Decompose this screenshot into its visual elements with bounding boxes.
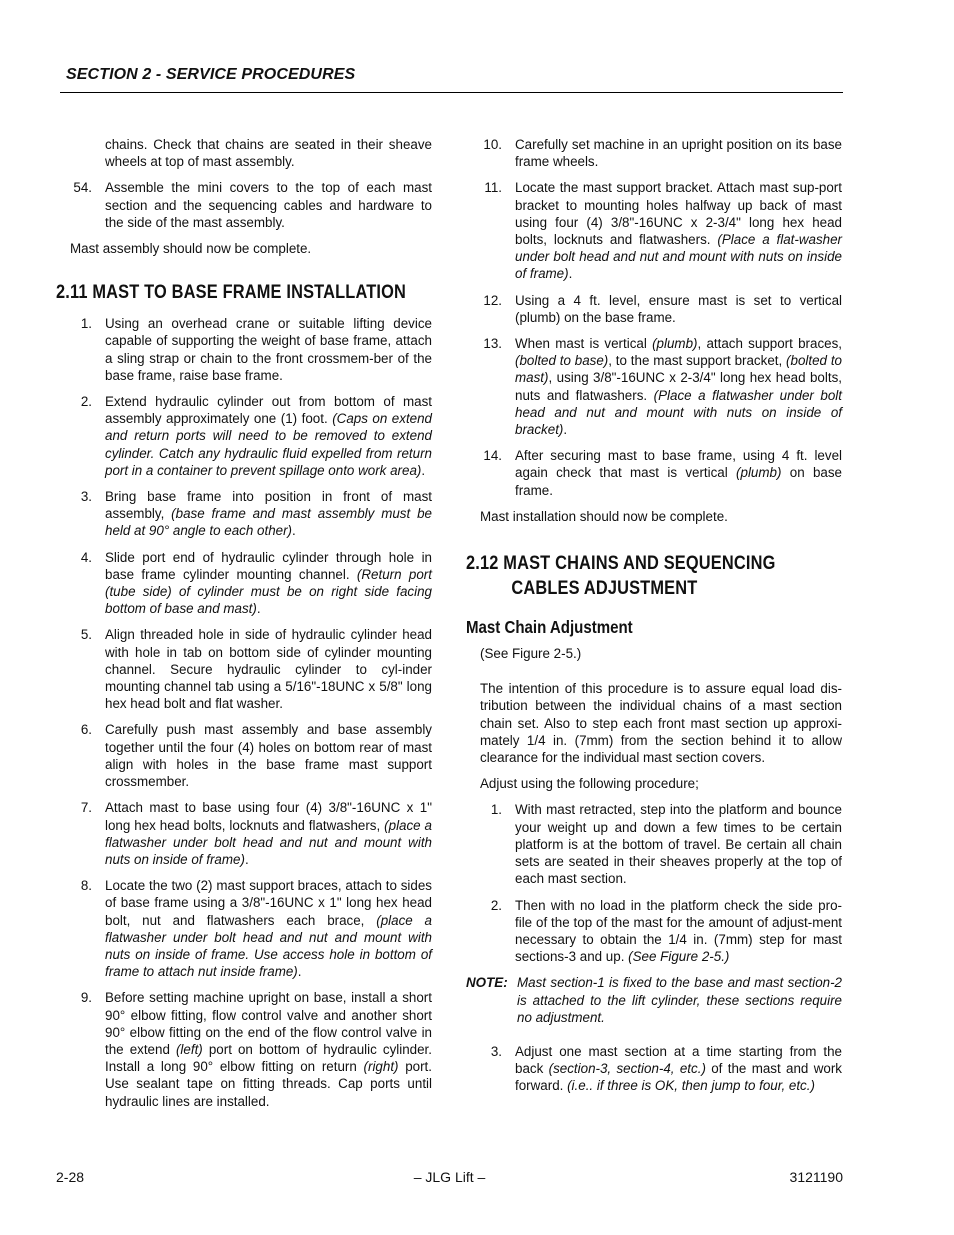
- step-2: 2. Extend hydraulic cylinder out from bottom of mast assembly approximately one (1) foot. (Caps on extend and return ports will need to be removed to extend cylinder. Catch any hydraulic fluid expelled from return port in a container to prevent spillage onto work area).: [80, 394, 433, 478]
- continued-text: chains. Check that chains are seated in their sheave wheels at top of mast assembly.: [105, 137, 432, 170]
- step-9: 9. Before setting machine upright on base, install a short 90° elbow fitting, flow control valve and another short 90° elbow fitting on the end of the flow control valve in the extend (left) port on bottom of hydraulic cylinder. Install a long 90° elbow fitting on return (right) port. Use sealant tape on fitting threads. Cap ports until hydraulic lines are installed.: [80, 990, 433, 1109]
- step-13: 13. When mast is vertical (plumb), attach support braces, (bolted to base), to the mast support bracket, (bolted to mast), using 3/8"-16UNC x 2-3/4" long hex head bolts, nuts and flatwashers. (Place a flatwasher under bolt head and nut and mount with nuts on inside of bracket).: [483, 336, 843, 438]
- adjust-step-1: 1. With mast retracted, step into the platform and bounce your weight up and down a few times to be certain platform is at the bottom of travel. Be certain all chain sets are seated in their sheaves properly at the top of each mast section.: [490, 802, 842, 887]
- adjust-step-3: 3. Adjust one mast section at a time starting from the back (section-3, section-4, etc.) of the mast and work forward. (i.e.. if three is OK, then jump to four, etc.): [490, 1043, 842, 1094]
- step-4: 4. Slide port end of hydraulic cylinder through hole in base frame cylinder mounting channel. (Return port (tube side) of cylinder must be on right side facing bottom of base and mast).: [80, 549, 432, 617]
- installation-complete-note: Mast installation should now be complete.: [480, 508, 728, 524]
- step-10: 10. Carefully set machine in an upright position on its base frame wheels.: [483, 137, 842, 170]
- step-3: 3. Bring base frame into position in front of mast assembly, (base frame and mast assembly must be held at 90° angle to each other).: [80, 489, 432, 539]
- step-1: 1. Using an overhead crane or suitable lifting device capable of supporting the weight of base frame, attach a sling strap or chain to the front crossmem-ber of the base frame, raise base frame.: [80, 316, 432, 383]
- step-6: 6. Carefully push mast assembly and base assembly together until the four (4) holes on bottom rear of mast align with holes in the base frame mast support crossmember.: [80, 722, 432, 790]
- adjust-intro: Adjust using the following procedure;: [480, 776, 699, 792]
- note-label: NOTE:: [466, 975, 508, 991]
- right-column: [466, 136, 842, 1104]
- left-column: [56, 136, 432, 1119]
- document-number: 3121190: [789, 1169, 843, 1185]
- section-title-2-11: 2.11 MAST TO BASE FRAME INSTALLATION: [56, 281, 407, 304]
- step-12: 12. Using a 4 ft. level, ensure mast is set to vertical (plumb) on the base frame.: [483, 292, 842, 325]
- section-heading: SECTION 2 - SERVICE PROCEDURES: [66, 66, 356, 83]
- assembly-complete-note: Mast assembly should now be complete.: [70, 241, 312, 257]
- step-11: 11. Locate the mast support bracket. Attach mast sup-port bracket to mounting holes halfway up back of mast using four (4) 3/8"-16UNC x 2-3/4" long hex head bolts, locknuts and flatwashers. (Place a flat-washer under bolt head and nut and mount with nuts on inside of frame).: [484, 180, 842, 282]
- adjust-step-2: 2. Then with no load in the platform check the side pro-file of the top of the mast for the amount of adjust-ment necessary to obtain the 1/4 in. (7mm) step for mast sections-3 and up. (See Figure 2-5.): [490, 897, 842, 965]
- step-14: 14. After securing mast to base frame, using 4 ft. level again check that mast is vertical (plumb) on base frame.: [483, 448, 842, 498]
- step-7: 7. Attach mast to base using four (4) 3/8"-16UNC x 1" long hex head bolts, locknuts and flatwashers, (place a flatwasher under bolt head and nut and mount with nuts on inside of frame).: [80, 800, 433, 867]
- figure-reference: (See Figure 2-5.): [480, 646, 582, 662]
- page-header: [60, 64, 843, 93]
- note-block: NOTE: Mast section-1 is fixed to the base and mast section-2 is attached to the lift cylinder, these sections require no adjustment.: [466, 975, 842, 1025]
- intention-paragraph: The intention of this procedure is to assure equal load dis-tribution between the individual chains of a mast section chain set. Also to step each front mast section up approxi-mately 1/4 in. (7mm) from the section behind it to allow clearance for the individual mast section covers.: [480, 681, 842, 766]
- step-5: 5. Align threaded hole in side of hydraulic cylinder head with hole in tab on bottom side of cylinder mounting channel. Secure hydraulic cylinder to cyl-inder mounting channel tab using a 5/16"-18UNC x 5/8" long hex head bolt and flat washer.: [80, 627, 432, 712]
- section-title-2-12-line2: CABLES ADJUSTMENT: [511, 577, 698, 600]
- subsection-title: Mast Chain Adjustment: [466, 617, 633, 638]
- footer-brand: – JLG Lift –: [413, 1169, 486, 1185]
- step-54: 54. Assemble the mini covers to the top of each mast section and the sequencing cables and hardware to the side of the mast assembly.: [73, 180, 432, 230]
- page-number: 2-28: [56, 1169, 85, 1185]
- step-8: 8. Locate the two (2) mast support braces, attach to sides of base frame using a 3/8"-16UNC x 1" long hex head bolt, nut and flatwashers each brace, (place a flatwasher under bolt head and nut and mount with nuts on inside of frame. Use access hole in bottom of frame to attach nut inside frame).: [80, 878, 433, 980]
- section-title-2-12-line1: 2.12 MAST CHAINS AND SEQUENCING: [466, 552, 776, 575]
